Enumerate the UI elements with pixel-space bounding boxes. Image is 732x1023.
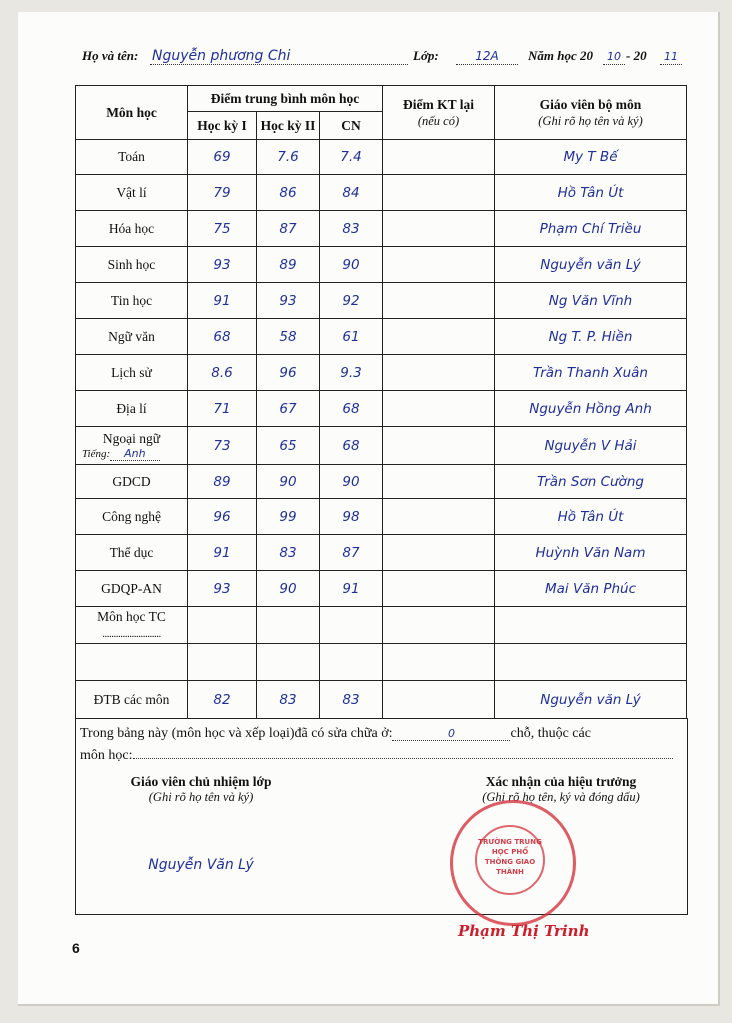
cn-cell: 68 [320, 427, 383, 465]
table-row [76, 391, 687, 427]
hk1-cell [188, 644, 257, 681]
teacher-signature-cell: My T Bế [495, 140, 687, 175]
subject-name: Môn học TC [97, 609, 166, 624]
cn-cell: 83 [320, 211, 383, 247]
retest-cell [383, 211, 495, 247]
subject-name: Ngoại ngữ [102, 431, 161, 446]
retest-cell [383, 319, 495, 355]
cn-cell: 7.4 [320, 140, 383, 175]
retest-cell [383, 681, 495, 719]
hk2-cell [257, 607, 320, 644]
table-row [76, 283, 687, 319]
hk2-cell: 58 [257, 319, 320, 355]
cn-cell: 91 [320, 571, 383, 607]
teacher-signature-cell [495, 607, 687, 644]
hk2-cell: 86 [257, 175, 320, 211]
subject-cell: Địa lí [76, 391, 188, 427]
homeroom-signature: Nguyễn Văn Lý [148, 857, 254, 873]
retest-cell [383, 465, 495, 499]
hk2-cell [257, 644, 320, 681]
name-label: Họ và tên: [82, 48, 139, 63]
subject-cell: Lịch sử [76, 355, 188, 391]
table-row [76, 175, 687, 211]
retest-cell [383, 355, 495, 391]
col-subject-header: Môn học [76, 86, 188, 140]
hk2-cell: 89 [257, 247, 320, 283]
subject-cell: Tin học [76, 283, 188, 319]
subject-cell: Công nghệ [76, 499, 188, 535]
col-retest-title: Điểm KT lại [402, 96, 474, 112]
class-value: 12A [475, 49, 499, 63]
cn-cell: 98 [320, 499, 383, 535]
class-label: Lớp: [413, 48, 439, 63]
retest-cell [383, 175, 495, 211]
hk1-cell: 89 [188, 465, 257, 499]
table-row [76, 355, 687, 391]
subject-cell: Hóa học [76, 211, 188, 247]
subject-cell [76, 644, 188, 681]
col-hk1-header: Học kỳ I [188, 112, 257, 140]
retest-cell [383, 391, 495, 427]
col-teacher-note: (Ghi rõ họ tên và ký) [538, 113, 643, 128]
teacher-signature-cell: Nguyễn văn Lý [495, 247, 687, 283]
col-retest-note: (nếu có) [417, 113, 460, 128]
year-from-field [603, 48, 625, 65]
name-value: Nguyễn phương Chi [152, 48, 291, 64]
subject-cell: Sinh học [76, 247, 188, 283]
table-row [76, 319, 687, 355]
hk2-cell: 67 [257, 391, 320, 427]
subjects-dots [133, 758, 673, 759]
teacher-signature-cell: Hồ Tân Út [495, 175, 687, 211]
table-row [76, 140, 687, 175]
cn-cell: 83 [320, 681, 383, 719]
hk1-cell: 93 [188, 571, 257, 607]
retest-cell [383, 607, 495, 644]
table-row [76, 681, 687, 719]
table-row [76, 465, 687, 499]
hk1-cell: 82 [188, 681, 257, 719]
hk2-cell: 93 [257, 283, 320, 319]
language-line [76, 447, 187, 460]
teacher-signature-cell: Hồ Tân Út [495, 499, 687, 535]
table-row [76, 499, 687, 535]
hk1-cell: 68 [188, 319, 257, 355]
hk2-cell: 65 [257, 427, 320, 465]
name-field [150, 48, 408, 65]
year-to-field [660, 48, 682, 65]
col-teacher-title: Giáo viên bộ môn [539, 96, 642, 112]
year-to-value: 11 [664, 50, 678, 63]
teacher-signature-cell [495, 644, 687, 681]
subject-cell [76, 427, 188, 465]
year-label: Năm học 20 [528, 48, 593, 63]
year-separator: - 20 [626, 48, 647, 63]
homeroom-subtitle: (Ghi rõ họ tên và ký) [148, 790, 254, 804]
col-teacher-header [495, 86, 687, 140]
principal-subtitle: (Ghi rõ họ tên, ký và đóng dấu) [482, 790, 640, 804]
hk2-cell: 83 [257, 535, 320, 571]
retest-cell [383, 535, 495, 571]
subject-cell: Thể dục [76, 535, 188, 571]
language-label: Tiếng: [82, 448, 111, 460]
retest-cell [383, 644, 495, 681]
table-row [76, 535, 687, 571]
hk2-cell: 90 [257, 465, 320, 499]
teacher-signature-cell: Trần Sơn Cường [495, 465, 687, 499]
subjects-label: môn học: [80, 748, 133, 763]
retest-cell [383, 571, 495, 607]
cn-cell: 92 [320, 283, 383, 319]
homeroom-block [86, 774, 316, 873]
principal-signature: Phạm Thị Trinh [458, 922, 590, 940]
language-value: Anh [110, 447, 159, 461]
year-from-value: 10 [607, 50, 621, 63]
class-field [456, 48, 518, 65]
teacher-signature-cell: Phạm Chí Triều [495, 211, 687, 247]
teacher-signature-cell: Nguyễn V Hải [495, 427, 687, 465]
cn-cell [320, 644, 383, 681]
cn-cell: 84 [320, 175, 383, 211]
subject-cell [76, 607, 188, 644]
table-row [76, 247, 687, 283]
hk1-cell: 93 [188, 247, 257, 283]
page-number: 6 [72, 940, 80, 956]
hk2-cell: 7.6 [257, 140, 320, 175]
hk1-cell [188, 607, 257, 644]
teacher-signature-cell: Trần Thanh Xuân [495, 355, 687, 391]
corrections-text: Trong bảng này (môn học và xếp loại)đã có sửa chữa ở: [80, 726, 393, 741]
hk2-cell: 87 [257, 211, 320, 247]
corrections-line [80, 726, 684, 742]
hk1-cell: 79 [188, 175, 257, 211]
cn-cell: 87 [320, 535, 383, 571]
teacher-signature-cell: Nguyễn văn Lý [495, 681, 687, 719]
hk1-cell: 69 [188, 140, 257, 175]
cn-cell [320, 607, 383, 644]
teacher-signature-cell: Mai Văn Phúc [495, 571, 687, 607]
retest-cell [383, 427, 495, 465]
col-hk2-header: Học kỳ II [257, 112, 320, 140]
corrections-suffix: chỗ, thuộc các [510, 726, 591, 741]
teacher-signature-cell: Ng T. P. Hiền [495, 319, 687, 355]
subject-cell: GDQP-AN [76, 571, 188, 607]
table-row [76, 644, 687, 681]
cn-cell: 68 [320, 391, 383, 427]
cn-cell: 90 [320, 465, 383, 499]
cn-cell: 61 [320, 319, 383, 355]
principal-title: Xác nhận của hiệu trưởng [485, 774, 637, 789]
hk2-cell: 83 [257, 681, 320, 719]
hk1-cell: 91 [188, 535, 257, 571]
hk2-cell: 96 [257, 355, 320, 391]
subject-cell: ĐTB các môn [76, 681, 188, 719]
subjects-line [80, 748, 673, 764]
col-retest-header [383, 86, 495, 140]
teacher-signature-cell: Nguyễn Hồng Anh [495, 391, 687, 427]
teacher-signature-cell: Huỳnh Văn Nam [495, 535, 687, 571]
retest-cell [383, 499, 495, 535]
hk1-cell: 75 [188, 211, 257, 247]
notes-section [75, 718, 688, 915]
subject-cell: GDCD [76, 465, 188, 499]
corrections-count: 0 [392, 727, 510, 741]
subject-cell: Vật lí [76, 175, 188, 211]
hk1-cell: 91 [188, 283, 257, 319]
cn-cell: 9.3 [320, 355, 383, 391]
principal-block [446, 774, 676, 805]
homeroom-title: Giáo viên chủ nhiệm lớp [130, 774, 272, 789]
subject-cell: Toán [76, 140, 188, 175]
table-row [76, 427, 687, 465]
hk1-cell: 8.6 [188, 355, 257, 391]
table-row [76, 211, 687, 247]
table-row [76, 571, 687, 607]
hk1-cell: 71 [188, 391, 257, 427]
col-cn-header: CN [320, 112, 383, 140]
retest-cell [383, 283, 495, 319]
hk2-cell: 99 [257, 499, 320, 535]
hk2-cell: 90 [257, 571, 320, 607]
retest-cell [383, 247, 495, 283]
cn-cell: 90 [320, 247, 383, 283]
hk1-cell: 96 [188, 499, 257, 535]
teacher-signature-cell: Ng Văn Vĩnh [495, 283, 687, 319]
retest-cell [383, 140, 495, 175]
hk1-cell: 73 [188, 427, 257, 465]
elective-dots: .......................... [102, 628, 161, 640]
col-average-header: Điểm trung bình môn học [188, 86, 383, 112]
grades-table [75, 85, 687, 719]
stamp-text: TRƯỜNG TRUNG HỌC PHỔ THÔNG GIAO THÀNH [475, 825, 545, 895]
school-stamp [450, 800, 576, 926]
table-row [76, 607, 687, 644]
subject-cell: Ngữ văn [76, 319, 188, 355]
